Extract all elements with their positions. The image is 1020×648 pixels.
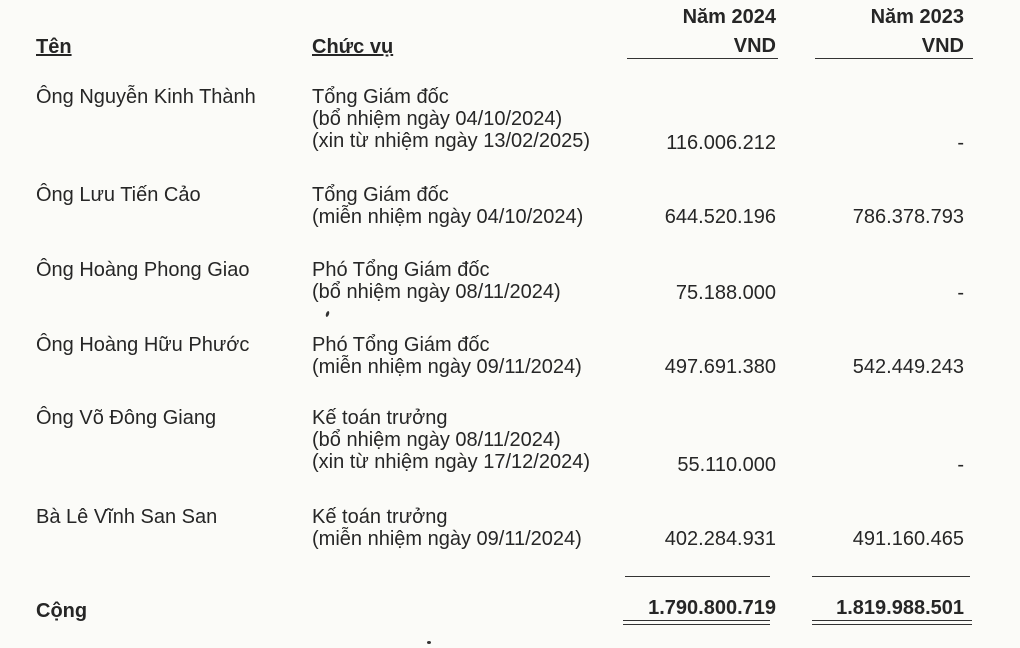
row-1-name: Ông Nguyễn Kinh Thành: [36, 86, 256, 108]
row-5-position-line: Kế toán trưởng: [312, 407, 448, 429]
row-5-position-line: (bổ nhiệm ngày 08/11/2024): [312, 429, 561, 451]
row-6-value-2023: 491.160.465: [852, 528, 964, 550]
row-4-value-2024: 497.691.380: [664, 356, 776, 378]
row-6-position-line: (miễn nhiệm ngày 09/11/2024): [312, 528, 582, 550]
header-2024-unit: VND: [733, 35, 776, 57]
row-6-name: Bà Lê Vĩnh San San: [36, 506, 218, 528]
subtotal-rule-2023: [812, 576, 970, 577]
row-3-position-line: Phó Tổng Giám đốc: [312, 259, 490, 281]
total-label: Cộng: [36, 600, 88, 622]
row-3-value-2024: 75.188.000: [675, 282, 776, 304]
row-2-value-2023: 786.378.793: [852, 206, 964, 228]
row-1-position-line: Tổng Giám đốc: [312, 86, 449, 108]
row-1-position-line: (xin từ nhiệm ngày 13/02/2025): [312, 130, 590, 152]
row-1-value-2024: 116.006.212: [666, 132, 776, 154]
row-1-value-2023: -: [957, 132, 964, 154]
row-2-position: [312, 184, 583, 228]
row-4-position: [312, 334, 582, 378]
subtotal-rule-2024: [625, 576, 770, 577]
header-rule-2023: [815, 58, 973, 59]
row-5-value-2024: 55.110.000: [677, 454, 776, 476]
scan-speck: [325, 311, 330, 318]
total-double-rule-2023: [812, 620, 972, 625]
row-2-name: Ông Lưu Tiến Cảo: [36, 184, 201, 206]
row-5-name: Ông Võ Đông Giang: [36, 407, 217, 429]
row-5-position: [312, 407, 590, 473]
row-1-position-line: (bổ nhiệm ngày 04/10/2024): [312, 108, 563, 130]
header-rule-2024: [627, 58, 778, 59]
row-4-position-line: (miễn nhiệm ngày 09/11/2024): [312, 356, 582, 378]
row-4-position-line: Phó Tổng Giám đốc: [312, 334, 490, 356]
header-2024-year: Năm 2024: [682, 6, 776, 28]
row-5-position-line: (xin từ nhiệm ngày 17/12/2024): [312, 451, 590, 473]
row-5-value-2023: -: [957, 454, 964, 476]
row-2-position-line: Tổng Giám đốc: [312, 184, 449, 206]
total-value-2023: 1.819.988.501: [836, 597, 964, 619]
row-4-name: Ông Hoàng Hữu Phước: [36, 334, 250, 356]
row-3-name: Ông Hoàng Phong Giao: [36, 259, 250, 281]
row-3-position-line: (bổ nhiệm ngày 08/11/2024): [312, 281, 561, 303]
header-2023-year: Năm 2023: [870, 6, 964, 28]
row-2-value-2024: 644.520.196: [664, 206, 776, 228]
header-position: Chức vụ: [312, 36, 394, 58]
row-6-value-2024: 402.284.931: [664, 528, 776, 550]
header-name: Tên: [36, 36, 72, 58]
header-2023-unit: VND: [921, 35, 964, 57]
row-1-position: [312, 86, 590, 152]
row-6-position-line: Kế toán trưởng: [312, 506, 448, 528]
row-4-value-2023: 542.449.243: [852, 356, 964, 378]
row-3-value-2023: -: [957, 282, 964, 304]
row-2-position-line: (miễn nhiệm ngày 04/10/2024): [312, 206, 584, 228]
total-value-2024: 1.790.800.719: [648, 597, 776, 619]
row-6-position: [312, 506, 582, 550]
row-3-position: [312, 259, 561, 303]
scan-speck: [427, 641, 431, 644]
total-double-rule-2024: [623, 620, 770, 625]
